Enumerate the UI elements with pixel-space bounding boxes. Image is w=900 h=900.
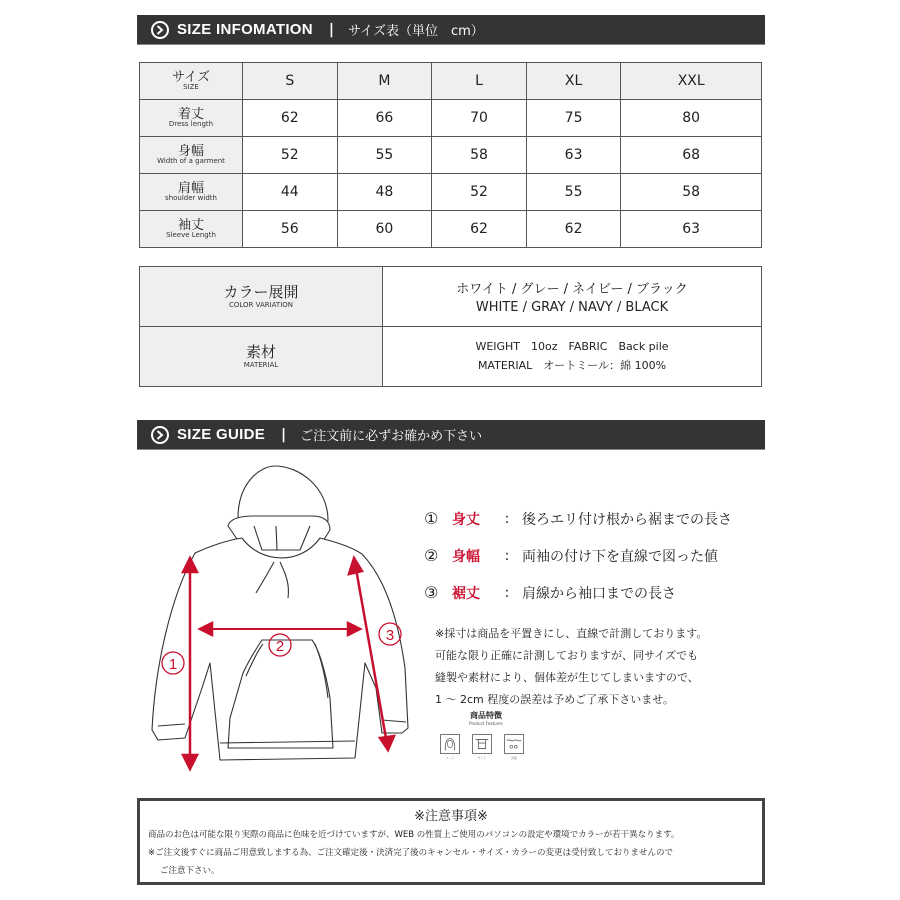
point-description: 両袖の付け下を直線で図った値 [522,548,718,565]
size-info-header-bar [137,15,765,45]
table-cell: 55 [526,174,621,211]
table-cell: 60 [337,211,432,248]
section-subtitle: サイズ表（単位 cm） [348,24,484,39]
point-number: ① [424,509,439,528]
label-en: Sleeve Length [166,231,216,240]
table-row [140,174,762,211]
feature-caption: フード [445,756,455,760]
table-cell: 52 [243,137,338,174]
point-key: 身丈 [452,511,480,528]
table-cell: 70 [432,100,527,137]
section-title: SIZE GUIDE [177,426,266,443]
label-en: COLOR VARIATION [228,301,294,310]
label-jp: 袖丈 [177,217,204,233]
label-jp: 身幅 [177,143,204,159]
material-values [383,327,762,387]
point-key: 身幅 [452,548,480,565]
svg-text:3: 3 [385,627,395,644]
row-label [140,174,243,211]
feature-caption: 洗濯 [510,756,517,760]
material-label [140,327,383,387]
point-key: 裾丈 [452,585,480,602]
svg-text:1: 1 [168,656,178,673]
table-cell: 62 [526,211,621,248]
table-cell: 63 [526,137,621,174]
hood-icon [440,734,460,754]
row-label [140,211,243,248]
table-cell: 80 [621,100,762,137]
washable-icon [504,734,524,754]
size-header-label [140,63,243,100]
feature-item [504,734,524,760]
point-colon: : [504,584,510,601]
caution-line: 商品のお色は可能な限り実際の商品に色味を近づけていますが、WEB の性質上ご使用のパソコンの設定や環境でカラーが若干異なります。 [148,830,680,840]
size-col-xl: XL [526,63,621,100]
label-en: MATERIAL [243,361,279,370]
color-label [140,267,383,327]
color-row [140,267,762,327]
point-number: ③ [424,583,439,602]
note-line: 縫製や素材により、個体差が生じてしまいますので、 [435,671,699,684]
material-weight-fabric: WEIGHT 10oz FABRIC Back pile [475,339,669,353]
color-values-jp: ホワイト / グレー / ネイビー / ブラック [456,282,688,297]
size-table [139,62,762,248]
feature-item [472,734,492,760]
label-en: SIZE [183,83,199,92]
color-values [383,267,762,327]
table-row [140,211,762,248]
size-col-s: S [243,63,338,100]
table-cell: 56 [243,211,338,248]
row-label [140,100,243,137]
feature-caption: サイド [477,756,487,760]
table-cell: 75 [526,100,621,137]
label-jp: カラー展開 [223,283,299,302]
table-cell: 66 [337,100,432,137]
section-subtitle: ご注文前に必ずお確かめ下さい [300,429,483,444]
material-composition: MATERIAL オートミール：綿 100% [477,358,667,372]
size-guide-header-bar [137,420,765,450]
table-row [140,100,762,137]
caution-line: ご注意下さい。 [160,866,220,876]
label-jp: サイズ [172,69,210,85]
table-cell: 52 [432,174,527,211]
hoodie-diagram [150,458,420,788]
table-cell: 58 [621,174,762,211]
measurement-notes [435,623,707,711]
chevron-right-circle-icon [151,426,169,444]
table-cell: 62 [243,100,338,137]
table-cell: 55 [337,137,432,174]
table-cell: 58 [432,137,527,174]
svg-text:2: 2 [275,638,285,655]
list-item [424,500,732,537]
label-en: shoulder width [165,194,217,203]
label-en: Dress length [168,120,214,129]
size-col-l: L [432,63,527,100]
section-title: SIZE INFOMATION [177,21,313,38]
table-cell: 48 [337,174,432,211]
side-panel-icon [472,734,492,754]
note-line: 1 〜 2cm 程度の誤差は予めご了承下さいませ。 [435,693,674,706]
product-info-table [139,266,762,387]
product-features [440,710,540,760]
caution-box [137,798,765,885]
size-col-xxl: XXL [621,63,762,100]
note-line: 可能な限り正確に計測しておりますが、同サイズでも [435,649,699,662]
note-line: ※採寸は商品を平置きにし、直線で計測しております。 [435,627,708,640]
size-table-header-row [140,63,762,100]
chevron-right-circle-icon [151,21,169,39]
color-values-en: WHITE / GRAY / NAVY / BLACK [475,300,669,315]
table-cell: 68 [621,137,762,174]
table-cell: 62 [432,211,527,248]
measurement-definitions [424,500,732,611]
title-separator: | [328,21,335,38]
point-colon: : [504,510,510,527]
table-cell: 63 [621,211,762,248]
list-item [424,574,732,611]
label-jp: 着丈 [177,106,204,122]
list-item [424,537,732,574]
label-jp: 肩幅 [177,180,204,196]
hoodie-illustration [150,458,420,788]
caution-title: ※注意事項※ [414,809,488,824]
features-title: 商品特徴 [470,711,502,720]
point-description: 後ろエリ付け根から裾までの長さ [522,511,732,528]
point-number: ② [424,546,439,565]
features-subtitle: Product Features [469,721,503,726]
point-colon: : [504,547,510,564]
label-jp: 素材 [245,343,276,362]
caution-line: ※ご注文後すぐに商品ご用意致しまする為、ご注文確定後・決済完了後のキャンセル・サイズ・カラーの変更は受付致しておりませんので [148,848,673,858]
label-en: Width of a garment [157,157,225,166]
table-cell: 44 [243,174,338,211]
point-description: 肩線から袖口までの長さ [522,585,676,602]
table-row [140,137,762,174]
row-label [140,137,243,174]
feature-item [440,734,460,760]
material-row [140,327,762,387]
title-separator: | [281,426,287,443]
size-col-m: M [337,63,432,100]
